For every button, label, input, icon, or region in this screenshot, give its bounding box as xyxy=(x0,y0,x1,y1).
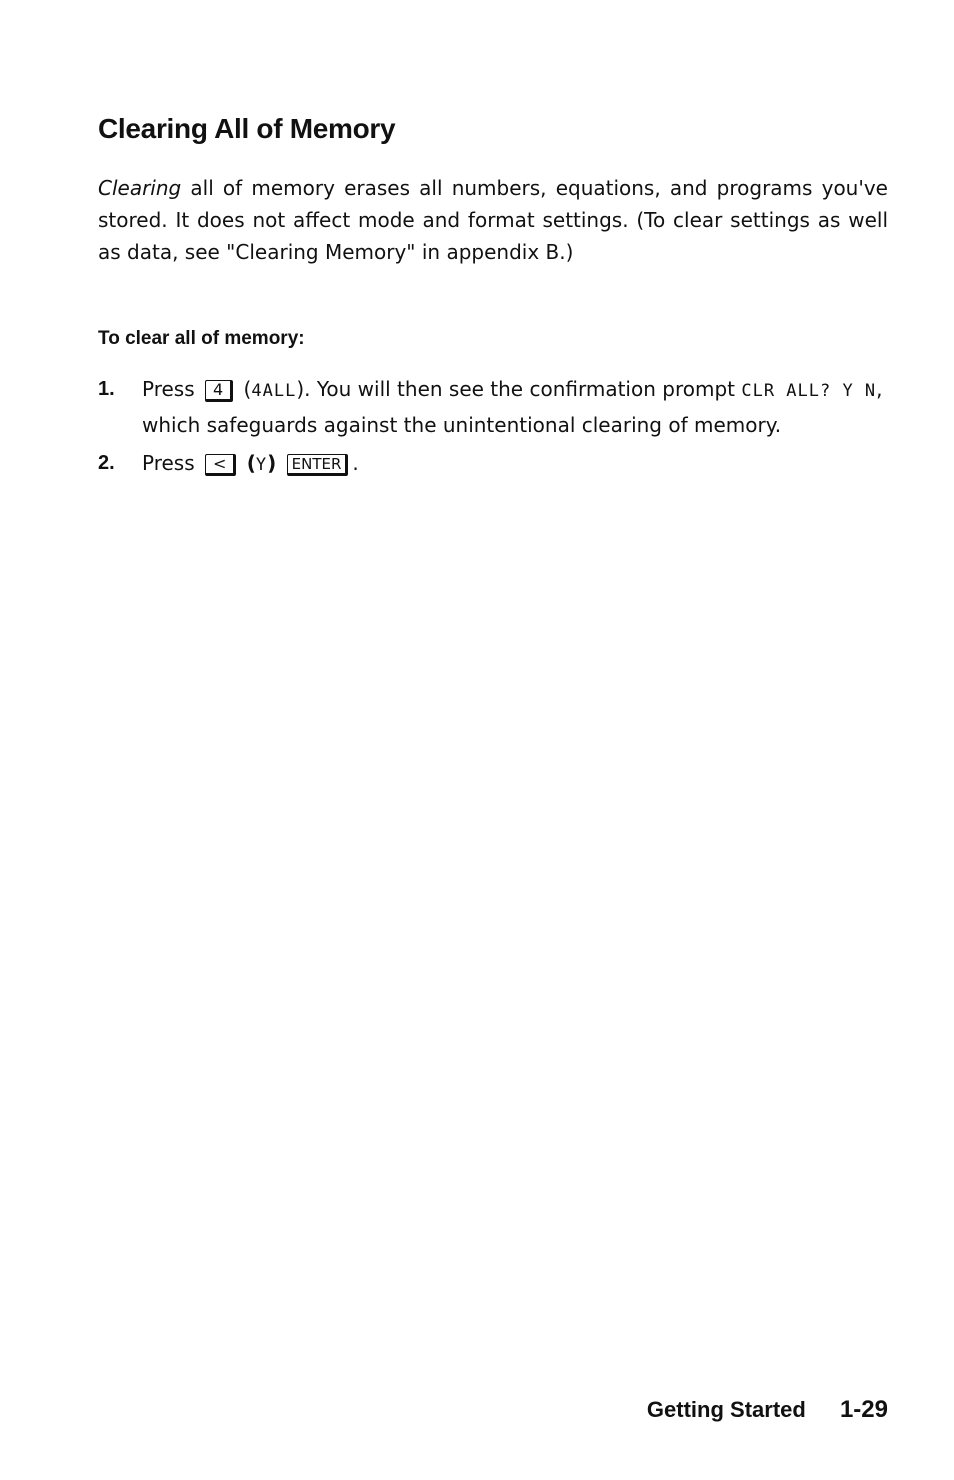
page-footer xyxy=(647,1394,888,1426)
step-1 xyxy=(98,372,888,442)
page-title: Clearing All of Memory xyxy=(98,113,396,144)
step-press-text: Press xyxy=(142,451,195,475)
intro-text: all of memory erases all numbers, equations, and programs you've stored. It does not affect mode and format settings. (To clear settings as well as data, see "Clearing Memory" in appendix B.) xyxy=(98,176,888,264)
procedure-steps xyxy=(98,372,888,486)
intro-paragraph xyxy=(98,172,888,268)
procedure-heading: To clear all of memory: xyxy=(98,328,305,349)
step-text: ). You will then see the confirmation prompt xyxy=(296,377,735,401)
key-left-arrow-icon: < xyxy=(205,454,236,476)
step-2 xyxy=(98,446,888,482)
confirmation-prompt: CLR ALL? Y N xyxy=(741,381,877,401)
step-period: . xyxy=(352,451,359,475)
enter-key-icon: ENTER xyxy=(287,454,349,476)
key-4-icon: 4 xyxy=(205,380,233,402)
step-press-text: Press xyxy=(142,377,195,401)
step-number: 1. xyxy=(98,378,115,400)
footer-section-name: Getting Started xyxy=(646,1397,806,1422)
intro-italic-term: Clearing xyxy=(98,176,182,200)
step-text-end: , which safeguards against the unintentional clearing of memory. xyxy=(142,377,883,437)
menu-label-4all: 4ALL xyxy=(251,381,297,401)
step-number: 2. xyxy=(98,452,115,474)
paren-open: ( xyxy=(246,451,256,475)
menu-label-y: Y xyxy=(255,455,268,475)
paren-close: ) xyxy=(267,451,277,475)
paren-open: ( xyxy=(243,377,252,401)
page-number: 1-29 xyxy=(839,1396,888,1423)
